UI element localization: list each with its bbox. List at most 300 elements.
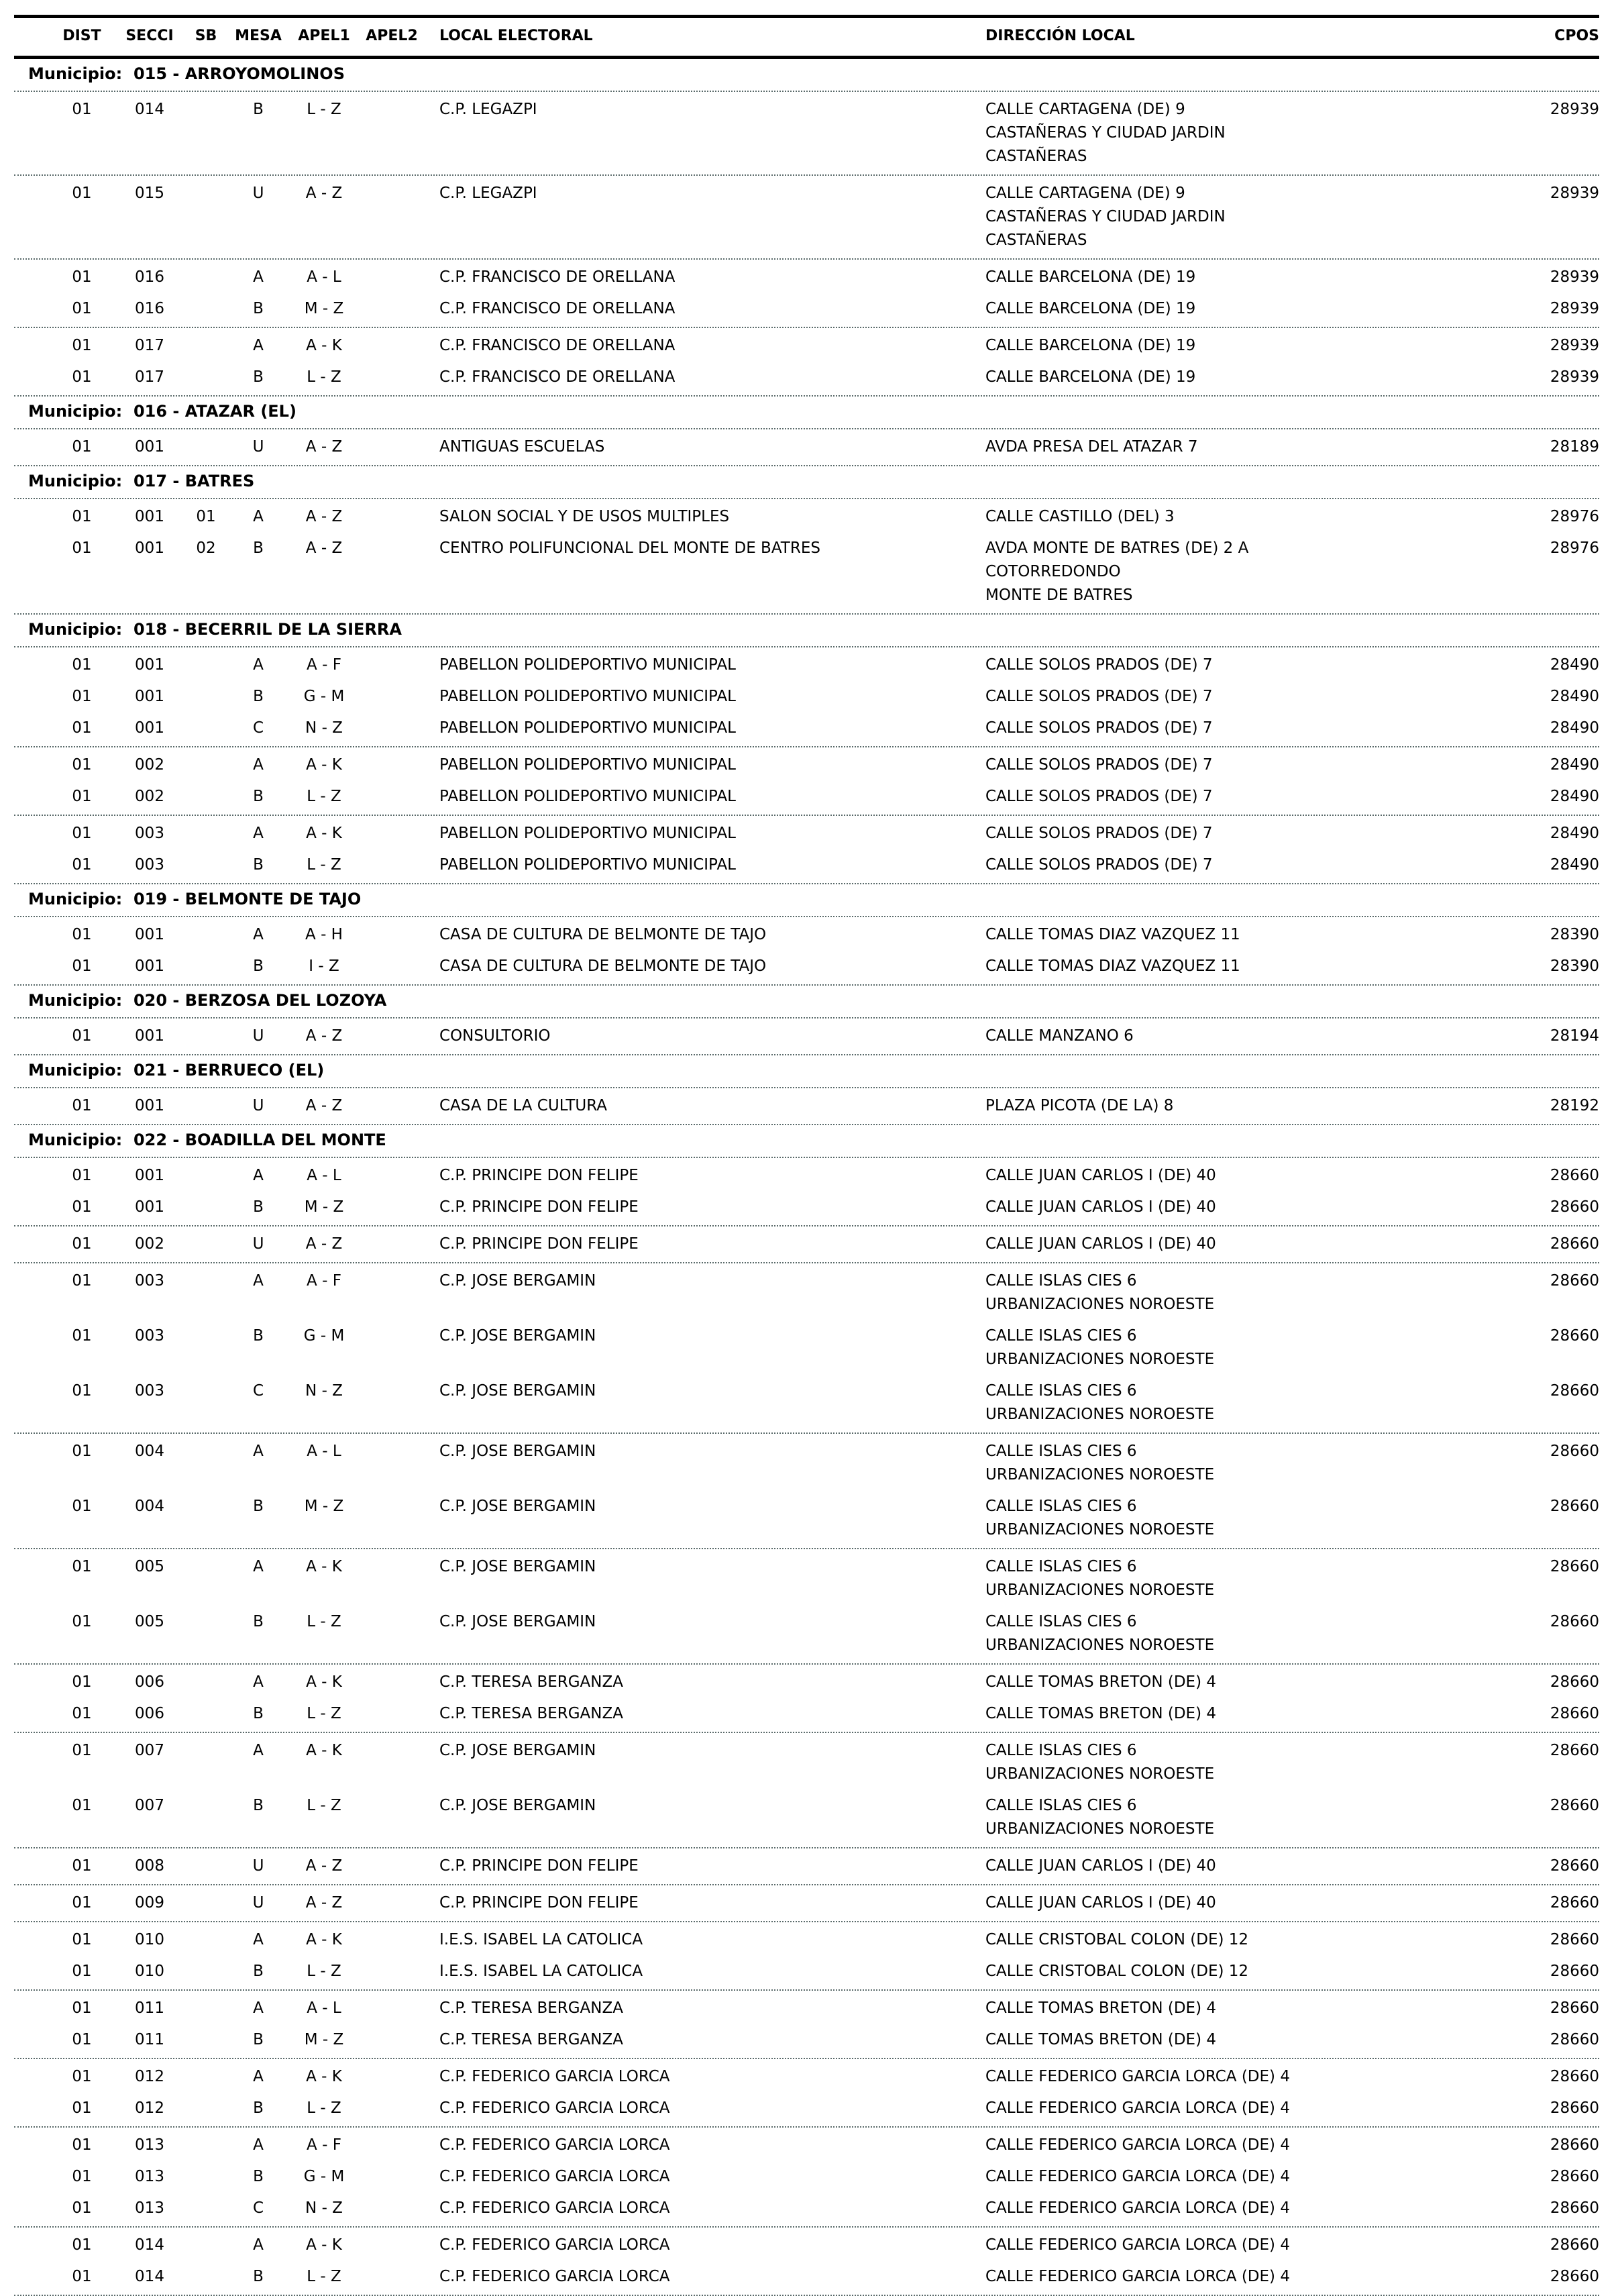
cell-dist: 01 (72, 1742, 92, 1759)
cell-apel1: L - Z (307, 2099, 341, 2117)
cell-secci: 012 (135, 2068, 164, 2085)
direccion-line: AVDA PRESA DEL ATAZAR 7 (985, 438, 1198, 456)
col-header-apel2: APEL2 (366, 28, 418, 44)
cell-local-electoral: PABELLON POLIDEPORTIVO MUNICIPAL (439, 719, 736, 737)
direccion-line: CALLE FEDERICO GARCIA LORCA (DE) 4 (985, 2199, 1290, 2217)
cell-mesa: C (252, 2199, 264, 2217)
direccion-line: CALLE BARCELONA (DE) 19 (985, 337, 1196, 354)
cell-dist: 01 (72, 1673, 92, 1691)
cell-dist: 01 (72, 539, 92, 557)
cell-secci: 011 (135, 1999, 164, 2017)
table-row (14, 293, 1599, 325)
cell-mesa: A (253, 825, 264, 842)
column-header-row (14, 18, 1599, 56)
cell-secci: 006 (135, 1673, 164, 1691)
direccion-line: CALLE ISLAS CIES 6 (985, 1382, 1137, 1400)
cell-cpos: 28660 (1550, 1198, 1599, 1216)
direccion-line: CALLE JUAN CARLOS I (DE) 40 (985, 1167, 1216, 1184)
cell-mesa: A (253, 1167, 264, 1184)
cell-cpos: 28660 (1550, 1963, 1599, 1980)
cell-dist: 01 (72, 300, 92, 317)
cell-direccion-local (985, 505, 1175, 529)
cell-secci: 001 (135, 1198, 164, 1216)
cell-secci: 003 (135, 1327, 164, 1345)
direccion-line: AVDA MONTE DE BATRES (DE) 2 A (985, 539, 1249, 557)
table-row (14, 781, 1599, 813)
listing-body (14, 59, 1599, 2296)
direccion-line: CALLE BARCELONA (DE) 19 (985, 300, 1196, 317)
cell-cpos: 28660 (1550, 1613, 1599, 1630)
cell-secci: 001 (135, 688, 164, 705)
cell-cpos: 28490 (1550, 825, 1599, 842)
cell-mesa: U (252, 1894, 264, 1912)
cell-direccion-local (985, 1324, 1214, 1371)
cell-direccion-local (985, 1671, 1216, 1694)
cell-secci: 010 (135, 1931, 164, 1948)
cell-local-electoral: C.P. JOSE BERGAMIN (439, 1558, 596, 1575)
cell-direccion-local (985, 2028, 1216, 2052)
table-row (14, 2193, 1599, 2224)
direccion-line: CALLE FEDERICO GARCIA LORCA (DE) 4 (985, 2236, 1290, 2254)
direccion-line: MONTE DE BATRES (985, 586, 1133, 604)
cell-mesa: B (253, 1963, 264, 1980)
direccion-line: CALLE TOMAS DIAZ VAZQUEZ 11 (985, 926, 1240, 943)
cell-mesa: A (253, 756, 264, 774)
direccion-line: CALLE SOLOS PRADOS (DE) 7 (985, 756, 1213, 774)
direccion-line: CALLE SOLOS PRADOS (DE) 7 (985, 825, 1213, 842)
municipio-title: Municipio: 017 - BATRES (28, 472, 255, 490)
cell-local-electoral: PABELLON POLIDEPORTIVO MUNICIPAL (439, 788, 736, 805)
municipio-header (14, 397, 1599, 429)
cell-apel1: A - K (306, 1931, 342, 1948)
cell-local-electoral: PABELLON POLIDEPORTIVO MUNICIPAL (439, 656, 736, 674)
cell-direccion-local (985, 1025, 1134, 1048)
cell-mesa: A (253, 2236, 264, 2254)
cell-secci: 001 (135, 957, 164, 975)
cell-direccion-local (985, 1702, 1216, 1726)
table-row (14, 1375, 1599, 1430)
cell-local-electoral: C.P. FEDERICO GARCIA LORCA (439, 2268, 670, 2285)
table-row (14, 1667, 1599, 1698)
direccion-line: CALLE CARTAGENA (DE) 9 (985, 185, 1185, 202)
cell-local-electoral: C.P. FRANCISCO DE ORELLANA (439, 300, 676, 317)
col-header-direccion: DIRECCIÓN LOCAL (985, 28, 1135, 44)
cell-secci: 001 (135, 1097, 164, 1114)
cell-apel1: G - M (303, 2168, 345, 2185)
section-group (14, 499, 1599, 615)
cell-dist: 01 (72, 508, 92, 525)
cell-direccion-local (985, 182, 1226, 252)
municipio-title: Municipio: 016 - ATAZAR (EL) (28, 402, 296, 421)
cell-local-electoral: PABELLON POLIDEPORTIVO MUNICIPAL (439, 856, 736, 874)
cell-secci: 008 (135, 1857, 164, 1875)
cell-direccion-local (985, 1610, 1214, 1657)
cell-apel1: A - K (306, 337, 342, 354)
table-row (14, 849, 1599, 881)
municipio-header (14, 884, 1599, 917)
cell-cpos: 28660 (1550, 1327, 1599, 1345)
cell-local-electoral: CASA DE CULTURA DE BELMONTE DE TAJO (439, 957, 767, 975)
cell-local-electoral: C.P. JOSE BERGAMIN (439, 1443, 596, 1460)
cell-cpos: 28490 (1550, 756, 1599, 774)
cell-secci: 017 (135, 337, 164, 354)
direccion-line: COTORREDONDO (985, 563, 1121, 580)
cell-mesa: U (252, 185, 264, 202)
cell-local-electoral: C.P. TERESA BERGANZA (439, 1999, 623, 2017)
cell-local-electoral: C.P. PRINCIPE DON FELIPE (439, 1198, 639, 1216)
cell-dist: 01 (72, 856, 92, 874)
cell-dist: 01 (72, 185, 92, 202)
cell-dist: 01 (72, 2236, 92, 2254)
cell-mesa: A (253, 1558, 264, 1575)
cell-mesa: A (253, 1742, 264, 1759)
section-group (14, 2228, 1599, 2296)
municipio-title: Municipio: 020 - BERZOSA DEL LOZOYA (28, 991, 387, 1010)
cell-cpos: 28660 (1550, 1167, 1599, 1184)
direccion-line: CALLE TOMAS BRETON (DE) 4 (985, 2031, 1217, 2048)
cell-dist: 01 (72, 1198, 92, 1216)
direccion-line: URBANIZACIONES NOROESTE (985, 1765, 1215, 1783)
cell-apel1: A - K (306, 2068, 342, 2085)
cell-secci: 001 (135, 719, 164, 737)
cell-local-electoral: CONSULTORIO (439, 1027, 551, 1045)
cell-mesa: B (253, 1498, 264, 1515)
table-row (14, 501, 1599, 533)
cell-cpos: 28660 (1550, 2136, 1599, 2154)
cell-mesa: A (253, 508, 264, 525)
cell-dist: 01 (72, 2099, 92, 2117)
table-row (14, 1491, 1599, 1546)
cell-mesa: B (253, 2168, 264, 2185)
cell-mesa: U (252, 1857, 264, 1875)
cell-apel1: A - L (307, 268, 341, 286)
direccion-line: CALLE TOMAS DIAZ VAZQUEZ 11 (985, 957, 1240, 975)
table-row (14, 2261, 1599, 2293)
cell-mesa: A (253, 1673, 264, 1691)
cell-dist: 01 (72, 1963, 92, 1980)
municipio-header (14, 1055, 1599, 1088)
cell-direccion-local (985, 955, 1240, 978)
direccion-line: URBANIZACIONES NOROESTE (985, 1636, 1215, 1654)
cell-direccion-local (985, 753, 1213, 777)
direccion-line: CALLE BARCELONA (DE) 19 (985, 368, 1196, 386)
cell-local-electoral: C.P. FEDERICO GARCIA LORCA (439, 2068, 670, 2085)
municipio-header (14, 986, 1599, 1019)
cell-apel1: L - Z (307, 856, 341, 874)
cell-dist: 01 (72, 1327, 92, 1345)
cell-apel1: A - Z (305, 1857, 343, 1875)
cell-secci: 003 (135, 856, 164, 874)
cell-dist: 01 (72, 1443, 92, 1460)
table-row (14, 1698, 1599, 1730)
direccion-line: CALLE JUAN CARLOS I (DE) 40 (985, 1857, 1216, 1875)
col-header-secci: SECCI (125, 28, 174, 44)
cell-mesa: U (252, 1027, 264, 1045)
cell-direccion-local (985, 654, 1213, 677)
cell-direccion-local (985, 685, 1213, 709)
cell-cpos: 28189 (1550, 438, 1599, 456)
cell-dist: 01 (72, 1382, 92, 1400)
cell-cpos: 28939 (1550, 101, 1599, 118)
cell-dist: 01 (72, 368, 92, 386)
cell-direccion-local (985, 1555, 1214, 1602)
cell-cpos: 28660 (1550, 2068, 1599, 2085)
section-group (14, 647, 1599, 747)
cell-apel1: A - K (306, 756, 342, 774)
table-row (14, 1021, 1599, 1052)
cell-cpos: 28660 (1550, 1894, 1599, 1912)
table-row (14, 951, 1599, 982)
cell-cpos: 28660 (1550, 1797, 1599, 1814)
cell-direccion-local (985, 822, 1213, 845)
cell-dist: 01 (72, 268, 92, 286)
cell-cpos: 28660 (1550, 1931, 1599, 1948)
cell-secci: 014 (135, 101, 164, 118)
cell-mesa: A (253, 2136, 264, 2154)
cell-apel1: A - Z (305, 1097, 343, 1114)
cell-apel1: A - K (306, 1673, 342, 1691)
cell-cpos: 28490 (1550, 719, 1599, 737)
cell-secci: 002 (135, 1235, 164, 1253)
cell-secci: 012 (135, 2099, 164, 2117)
cell-local-electoral: C.P. TERESA BERGANZA (439, 1705, 623, 1722)
cell-mesa: B (253, 2099, 264, 2117)
cell-dist: 01 (72, 957, 92, 975)
cell-local-electoral: I.E.S. ISABEL LA CATOLICA (439, 1931, 643, 1948)
direccion-line: URBANIZACIONES NOROESTE (985, 1581, 1215, 1599)
section-group (14, 176, 1599, 260)
direccion-line: CALLE TOMAS BRETON (DE) 4 (985, 1999, 1217, 2017)
cell-cpos: 28490 (1550, 856, 1599, 874)
cell-local-electoral: C.P. TERESA BERGANZA (439, 2031, 623, 2048)
cell-dist: 01 (72, 1894, 92, 1912)
section-group (14, 2059, 1599, 2128)
table-row (14, 2024, 1599, 2056)
table-row (14, 178, 1599, 256)
section-group (14, 1434, 1599, 1549)
table-row (14, 362, 1599, 393)
cell-direccion-local (985, 98, 1226, 168)
cell-sb: 01 (196, 508, 216, 525)
section-group (14, 1733, 1599, 1848)
direccion-line: CALLE FEDERICO GARCIA LORCA (DE) 4 (985, 2268, 1290, 2285)
cell-secci: 003 (135, 1382, 164, 1400)
cell-cpos: 28660 (1550, 2199, 1599, 2217)
cell-apel1: G - M (303, 1327, 345, 1345)
cell-direccion-local (985, 1855, 1216, 1878)
municipio-header (14, 59, 1599, 92)
cell-mesa: A (253, 1443, 264, 1460)
direccion-line: CALLE SOLOS PRADOS (DE) 7 (985, 788, 1213, 805)
cell-apel1: L - Z (307, 1705, 341, 1722)
cell-mesa: U (252, 1097, 264, 1114)
cell-apel1: M - Z (304, 1498, 344, 1515)
section-group (14, 747, 1599, 816)
municipio-title: Municipio: 018 - BECERRIL DE LA SIERRA (28, 620, 402, 639)
section-group (14, 328, 1599, 397)
cell-secci: 001 (135, 1167, 164, 1184)
cell-secci: 011 (135, 2031, 164, 2048)
cell-direccion-local (985, 2097, 1290, 2120)
table-row (14, 818, 1599, 849)
cell-apel1: N - Z (305, 1382, 343, 1400)
cell-local-electoral: C.P. LEGAZPI (439, 101, 537, 118)
cell-dist: 01 (72, 656, 92, 674)
cell-mesa: B (253, 957, 264, 975)
cell-secci: 014 (135, 2268, 164, 2285)
direccion-line: CALLE ISLAS CIES 6 (985, 1558, 1137, 1575)
cell-direccion-local (985, 1739, 1214, 1786)
cell-apel1: L - Z (307, 2268, 341, 2285)
cell-direccion-local (985, 1495, 1214, 1542)
cell-dist: 01 (72, 719, 92, 737)
section-group (14, 1088, 1599, 1125)
cell-secci: 005 (135, 1613, 164, 1630)
cell-apel1: A - F (307, 2136, 341, 2154)
section-group (14, 1019, 1599, 1055)
cell-local-electoral: C.P. PRINCIPE DON FELIPE (439, 1857, 639, 1875)
cell-cpos: 28660 (1550, 2031, 1599, 2048)
direccion-line: CALLE SOLOS PRADOS (DE) 7 (985, 656, 1213, 674)
cell-mesa: C (252, 719, 264, 737)
table-row (14, 2130, 1599, 2161)
cell-direccion-local (985, 1379, 1214, 1426)
col-header-sb: SB (195, 28, 217, 44)
cell-dist: 01 (72, 2136, 92, 2154)
cell-mesa: B (253, 368, 264, 386)
cell-local-electoral: PABELLON POLIDEPORTIVO MUNICIPAL (439, 688, 736, 705)
table-row (14, 2061, 1599, 2093)
cell-cpos: 28660 (1550, 1272, 1599, 1290)
direccion-line: CALLE ISLAS CIES 6 (985, 1443, 1137, 1460)
cell-dist: 01 (72, 1705, 92, 1722)
table-row (14, 2161, 1599, 2193)
table-row (14, 1320, 1599, 1375)
cell-apel1: A - L (307, 1999, 341, 2017)
municipio-header (14, 466, 1599, 499)
direccion-line: CALLE CARTAGENA (DE) 9 (985, 101, 1185, 118)
cell-apel1: A - Z (305, 185, 343, 202)
section-group (14, 1922, 1599, 1991)
direccion-line: CALLE TOMAS BRETON (DE) 4 (985, 1705, 1217, 1722)
section-group (14, 1549, 1599, 1665)
direccion-line: CALLE SOLOS PRADOS (DE) 7 (985, 856, 1213, 874)
cell-apel1: L - Z (307, 101, 341, 118)
cell-cpos: 28660 (1550, 1558, 1599, 1575)
cell-local-electoral: C.P. JOSE BERGAMIN (439, 1498, 596, 1515)
cell-direccion-local (985, 785, 1213, 808)
cell-apel1: A - Z (305, 1027, 343, 1045)
cell-dist: 01 (72, 825, 92, 842)
cell-cpos: 28660 (1550, 1382, 1599, 1400)
cell-apel1: M - Z (304, 1198, 344, 1216)
cell-dist: 01 (72, 1931, 92, 1948)
cell-local-electoral: I.E.S. ISABEL LA CATOLICA (439, 1963, 643, 1980)
table-row (14, 713, 1599, 744)
direccion-line: CALLE ISLAS CIES 6 (985, 1742, 1137, 1759)
cell-direccion-local (985, 1891, 1216, 1915)
cell-dist: 01 (72, 1167, 92, 1184)
cell-mesa: B (253, 856, 264, 874)
cell-secci: 001 (135, 438, 164, 456)
cell-local-electoral: C.P. FRANCISCO DE ORELLANA (439, 268, 676, 286)
col-header-dist: DIST (62, 28, 101, 44)
cell-apel1: L - Z (307, 788, 341, 805)
cell-secci: 003 (135, 825, 164, 842)
cell-apel1: N - Z (305, 2199, 343, 2217)
cell-mesa: B (253, 1327, 264, 1345)
table-row (14, 533, 1599, 611)
cell-direccion-local (985, 2065, 1290, 2089)
cell-secci: 014 (135, 2236, 164, 2254)
table-row (14, 1229, 1599, 1260)
cell-secci: 001 (135, 926, 164, 943)
cell-mesa: B (253, 788, 264, 805)
cell-secci: 016 (135, 268, 164, 286)
table-row (14, 1160, 1599, 1192)
cell-local-electoral: C.P. JOSE BERGAMIN (439, 1797, 596, 1814)
cell-secci: 003 (135, 1272, 164, 1290)
cell-cpos: 28939 (1550, 268, 1599, 286)
cell-mesa: A (253, 926, 264, 943)
direccion-line: CASTAÑERAS Y CIUDAD JARDIN (985, 124, 1226, 142)
cell-mesa: C (252, 1382, 264, 1400)
cell-direccion-local (985, 1440, 1214, 1487)
col-header-mesa: MESA (235, 28, 282, 44)
table-row (14, 2093, 1599, 2124)
cell-cpos: 28660 (1550, 1443, 1599, 1460)
cell-cpos: 28490 (1550, 688, 1599, 705)
cell-cpos: 28192 (1550, 1097, 1599, 1114)
table-row (14, 649, 1599, 681)
cell-apel1: M - Z (304, 300, 344, 317)
cell-apel1: A - F (307, 1272, 341, 1290)
cell-cpos: 28490 (1550, 656, 1599, 674)
cell-direccion-local (985, 1233, 1216, 1256)
cell-local-electoral: C.P. FRANCISCO DE ORELLANA (439, 368, 676, 386)
cell-secci: 001 (135, 1027, 164, 1045)
table-row (14, 1956, 1599, 1987)
municipio-header (14, 1125, 1599, 1158)
direccion-line: CALLE SOLOS PRADOS (DE) 7 (985, 719, 1213, 737)
direccion-line: CALLE FEDERICO GARCIA LORCA (DE) 4 (985, 2099, 1290, 2117)
cell-local-electoral: C.P. FEDERICO GARCIA LORCA (439, 2199, 670, 2217)
cell-mesa: A (253, 268, 264, 286)
cell-apel1: L - Z (307, 368, 341, 386)
cell-sb: 02 (196, 539, 216, 557)
cell-dist: 01 (72, 2031, 92, 2048)
cell-cpos: 28660 (1550, 1742, 1599, 1759)
cell-cpos: 28660 (1550, 2168, 1599, 2185)
cell-direccion-local (985, 853, 1213, 877)
cell-mesa: B (253, 300, 264, 317)
cell-local-electoral: C.P. PRINCIPE DON FELIPE (439, 1167, 639, 1184)
cell-apel1: A - K (306, 825, 342, 842)
cell-secci: 006 (135, 1705, 164, 1722)
table-row (14, 1436, 1599, 1491)
cell-local-electoral: C.P. PRINCIPE DON FELIPE (439, 1894, 639, 1912)
cell-direccion-local (985, 266, 1195, 289)
cell-direccion-local (985, 537, 1248, 607)
section-group (14, 816, 1599, 884)
cell-local-electoral: C.P. FEDERICO GARCIA LORCA (439, 2236, 670, 2254)
cell-mesa: A (253, 656, 264, 674)
cell-dist: 01 (72, 1097, 92, 1114)
cell-local-electoral: SALON SOCIAL Y DE USOS MULTIPLES (439, 508, 730, 525)
section-group (14, 429, 1599, 466)
col-header-local: LOCAL ELECTORAL (439, 28, 593, 44)
table-row (14, 1090, 1599, 1122)
